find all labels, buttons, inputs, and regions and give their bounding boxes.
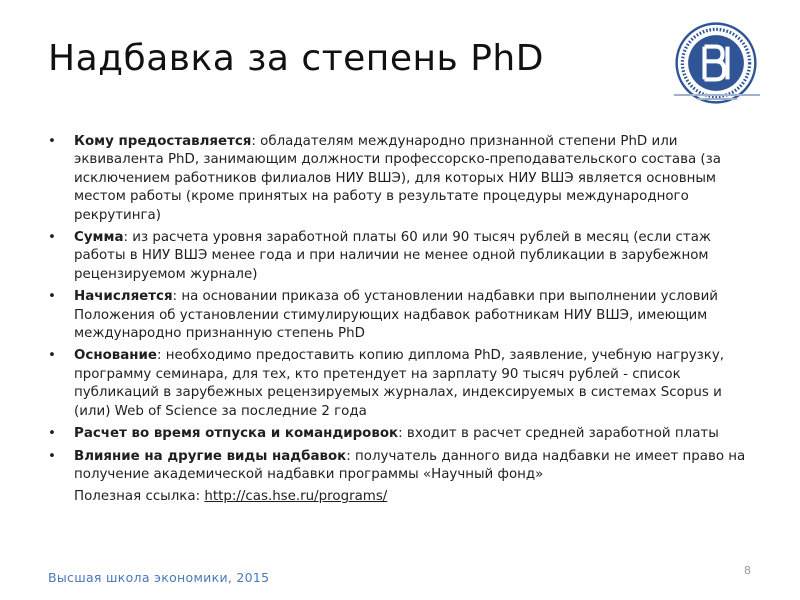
bullet-text: : получатель данного вида надбавки не имеет право на получение академической надбавки программы «Научный фонд» (74, 448, 746, 482)
bullet-item-recipients (48, 133, 760, 225)
bullet-marker: • (48, 134, 56, 149)
useful-link-label: Полезная ссылка: (74, 489, 205, 505)
bullet-item-vacation-calculation (48, 425, 760, 443)
bullet-term: Основание (74, 348, 157, 364)
bullet-item-other-allowances (48, 448, 760, 485)
bullet-marker: • (48, 289, 56, 305)
bullet-marker: • (48, 426, 56, 442)
hse-university-logo-icon (675, 22, 757, 104)
bullet-term: Расчет во время отпуска и командировок (74, 426, 399, 442)
bullet-list (48, 133, 760, 507)
logo-caption (670, 94, 764, 104)
bullet-marker: • (48, 348, 56, 364)
slide-title: Надбавка за степень PhD (48, 38, 544, 79)
page-number: 8 (744, 564, 751, 577)
useful-link-row (48, 488, 760, 506)
bullet-item-accrual (48, 288, 760, 343)
bullet-text: : входит в расчет средней заработной платы (398, 426, 719, 442)
bullet-marker: • (48, 230, 56, 246)
bullet-term: Сумма (74, 230, 124, 246)
bullet-term: Влияние на другие виды надбавок (74, 448, 347, 464)
bullet-term: Начисляется (74, 289, 173, 305)
bullet-text: : обладателям международно признанной степени PhD или эквивалента PhD, занимающим должности профессорско-преподавательского состава (за исключением работников филиалов НИУ ВШЭ), для которых НИУ ВШЭ является основным местом работы (кроме принятых на работу в результате процедуры международного рекрутинга) (74, 134, 721, 223)
slide-footer: Высшая школа экономики, 2015 (48, 570, 270, 585)
bullet-text: : из расчета уровня заработной платы 60 или 90 тысяч рублей в месяц (если стаж работы в НИУ ВШЭ менее года и при наличии не менее одной публикации в зарубежном рецензируемом журнале) (74, 230, 711, 282)
bullet-text: : на основании приказа об установлении надбавки при выполнении условий Положения об установлении стимулирующих надбавок работникам НИУ ВШЭ, имеющим международно признанную степень PhD (74, 289, 718, 342)
bullet-item-amount (48, 229, 760, 284)
bullet-term: Кому предоставляется (74, 134, 252, 149)
bullet-item-basis (48, 347, 760, 421)
bullet-text: : необходимо предоставить копию диплома PhD, заявление, учебную нагрузку, программу семинара, для тех, кто претендует на зарплату 90 тысяч рублей - список публикаций в зарубежных рецензируемых журналах, индексируемых в системах Scopus и (или) Web of Science за последние 2 года (74, 348, 725, 419)
bullet-marker: • (48, 448, 56, 464)
useful-link-url[interactable]: http://cas.hse.ru/programs/ (204, 489, 388, 505)
